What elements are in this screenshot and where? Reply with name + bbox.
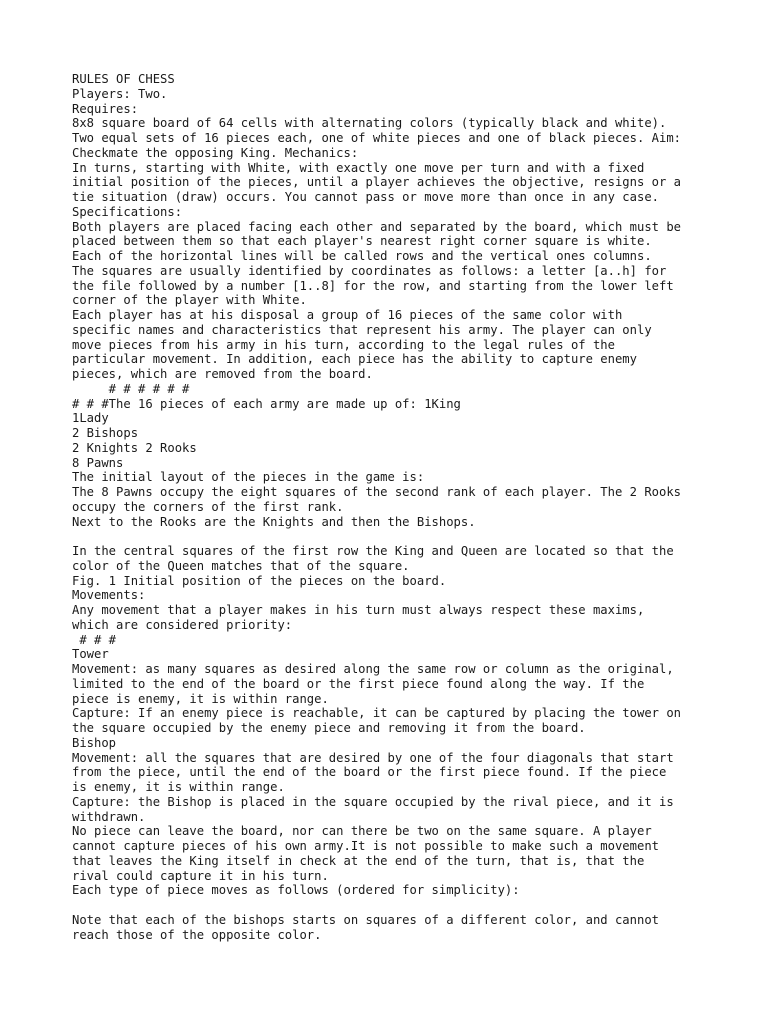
text-line: In turns, starting with White, with exactly one move per turn and with a fixed [72,160,645,175]
text-line: # # # [72,632,117,647]
text-line: move pieces from his army in his turn, according to the legal rules of the [72,337,615,352]
text-line: cannot capture pieces of his own army.It is not possible to make such a movement [72,839,659,853]
text-line: tie situation (draw) occurs. You cannot pass or move more than once in any case. [72,190,659,204]
text-line: is enemy, it is within range. [72,780,285,794]
text-line: No piece can leave the board, nor can there be two on the same square. A player [72,824,652,839]
text-line: Movement: all the squares that are desired by one of the four diagonals that start [72,750,674,765]
text-line: Players: Two. [72,86,168,101]
text-line: 1Lady [72,411,109,426]
text-line: 8x8 square board of 64 cells with alternating colors (typically black and white). [72,116,667,131]
text-line: The initial layout of the pieces in the game is: [72,470,425,485]
text-line: withdrawn. [72,809,146,824]
text-line: 8 Pawns [72,455,124,470]
text-line: which are considered priority: [72,617,293,632]
text-line: placed between them so that each player's nearest right corner square is white. [72,234,652,249]
text-line: the file followed by a number [1..8] for the row, and starting from the lower left [72,278,674,293]
text-line: Both players are placed facing each other and separated by the board, which must be [72,219,682,234]
text-line: Two equal sets of 16 pieces each, one of white pieces and one of black pieces. Aim: [72,131,682,145]
text-line: Note that each of the bishops starts on squares of a different color, and cannot [72,912,659,927]
text-line: Any movement that a player makes in his turn must always respect these maxims, [72,603,645,617]
text-line: Each player has at his disposal a group of 16 pieces of the same color with [72,308,623,322]
text-line: rival could capture it in his turn. [72,868,329,883]
text-line: from the piece, until the end of the board or the first piece found. If the piece [72,765,667,780]
text-line: # # #The 16 pieces of each army are made up of: 1King [72,396,461,411]
text-line: Movements: [72,588,146,603]
text-line: 2 Knights 2 Rooks [72,440,197,455]
text-line: Each type of piece moves as follows (ordered for simplicity): [72,883,520,898]
text-line: The 8 Pawns occupy the eight squares of the second rank of each player. The 2 Rooks [72,485,682,499]
text-line: specific names and characteristics that represent his army. The player can only [72,322,652,337]
text-line: Bishop [72,735,117,750]
text-line: Requires: [72,101,139,116]
text-line: particular movement. In addition, each piece has the ability to capture enemy [72,352,637,367]
text-line: Capture: the Bishop is placed in the square occupied by the rival piece, and it is [72,794,674,809]
text-line: occupy the corners of the first rank. [72,499,344,514]
text-line: pieces, which are removed from the board. [72,367,373,381]
text-line: The squares are usually identified by coordinates as follows: a letter [a..h] for [72,263,667,278]
text-line: Each of the horizontal lines will be called rows and the vertical ones columns. [72,249,652,263]
text-line: corner of the player with White. [72,293,307,308]
text-line: the square occupied by the enemy piece and removing it from the board. [72,721,586,735]
text-line: limited to the end of the board or the first piece found along the way. If the [72,676,645,691]
text-line: In the central squares of the first row the King and Queen are located so that the [72,544,674,558]
text-line: that leaves the King itself in check at the end of the turn, that is, that the [72,853,645,868]
blank-line [72,898,732,913]
text-line: # # # # # # [72,381,190,396]
text-line: color of the Queen matches that of the square. [72,558,410,573]
blank-line [72,529,732,544]
text-line: Movement: as many squares as desired along the same row or column as the original, [72,662,674,676]
text-line: 2 Bishops [72,426,139,440]
text-line: initial position of the pieces, until a player achieves the objective, resigns or a [72,175,682,190]
text-line: Next to the Rooks are the Knights and then the Bishops. [72,514,476,529]
text-line: reach those of the opposite color. [72,927,322,942]
text-line: Checkmate the opposing King. Mechanics: [72,145,359,160]
text-line: Tower [72,647,109,662]
document-page [72,72,732,942]
text-line: Capture: If an enemy piece is reachable, it can be captured by placing the tower on [72,706,682,721]
text-line: Specifications: [72,204,183,219]
text-line: piece is enemy, it is within range. [72,691,329,706]
text-line: RULES OF CHESS [72,72,175,86]
text-line: Fig. 1 Initial position of the pieces on the board. [72,573,447,588]
